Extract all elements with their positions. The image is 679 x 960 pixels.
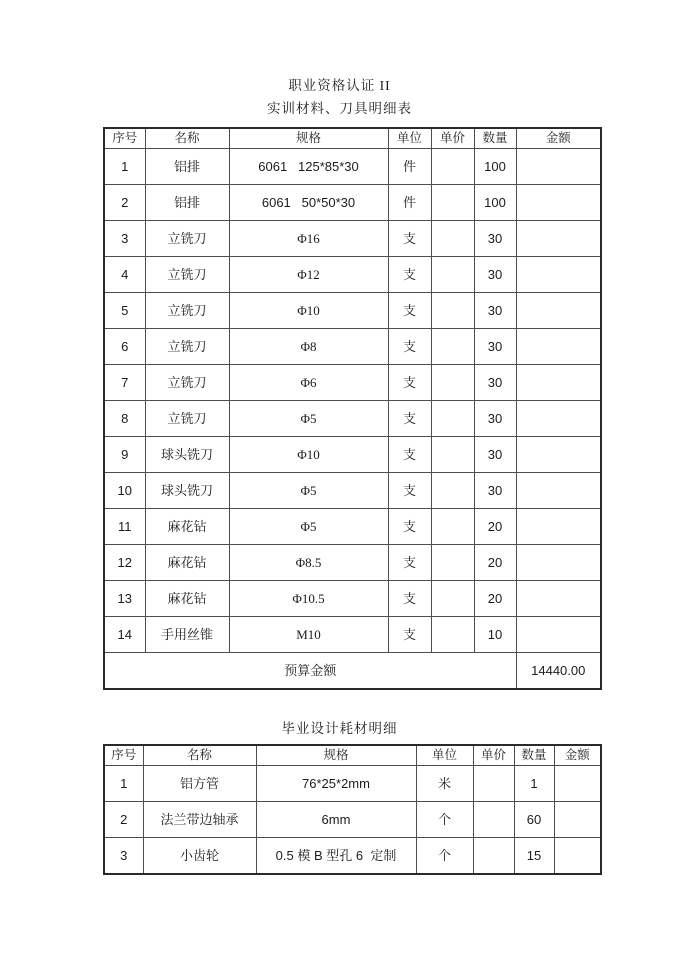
column-header-amount: 金额: [554, 745, 601, 766]
table-row: [104, 329, 601, 365]
cell-unit-price: [431, 149, 474, 185]
cell-spec: Φ10: [229, 293, 388, 329]
cell-serial: 1: [104, 766, 143, 802]
cell-unit-price: [431, 581, 474, 617]
materials-tools-table: [103, 127, 602, 690]
cell-serial: 9: [104, 437, 145, 473]
cell-amount: [516, 293, 601, 329]
cell-quantity: 10: [474, 617, 516, 653]
cell-spec: Φ8: [229, 329, 388, 365]
cell-amount: [516, 473, 601, 509]
cell-unit-price: [431, 257, 474, 293]
cell-amount: [516, 365, 601, 401]
cell-quantity: 15: [514, 838, 554, 875]
table-row: [104, 185, 601, 221]
cell-serial: 8: [104, 401, 145, 437]
table-row: [104, 293, 601, 329]
table-row: [104, 221, 601, 257]
table-row: [104, 545, 601, 581]
cell-quantity: 30: [474, 293, 516, 329]
cell-unit: 件: [388, 149, 431, 185]
cell-name: 铝排: [145, 185, 229, 221]
cell-quantity: 30: [474, 473, 516, 509]
table-header-row: [104, 745, 601, 766]
cell-amount: [516, 149, 601, 185]
cell-spec: Φ12: [229, 257, 388, 293]
cell-unit: 支: [388, 509, 431, 545]
cell-serial: 13: [104, 581, 145, 617]
budget-total-row: [104, 653, 601, 690]
cell-unit-price: [431, 185, 474, 221]
table-row: [104, 581, 601, 617]
cell-amount: [516, 437, 601, 473]
column-header-spec: 规格: [229, 128, 388, 149]
consumables-table-title: 毕业设计耗材明细: [281, 721, 398, 736]
cell-unit: 支: [388, 473, 431, 509]
cell-name: 麻花钻: [145, 581, 229, 617]
cell-unit-price: [431, 329, 474, 365]
table-row: [104, 365, 601, 401]
table-row: [104, 802, 601, 838]
budget-total-amount: 14440.00: [516, 653, 601, 690]
table-header-row: [104, 128, 601, 149]
column-header-name: 名称: [143, 745, 256, 766]
column-header-quantity: 数量: [474, 128, 516, 149]
cell-unit-price: [431, 401, 474, 437]
cell-name: 铝排: [145, 149, 229, 185]
cell-unit-price: [431, 545, 474, 581]
cell-unit-price: [431, 293, 474, 329]
cell-amount: [554, 802, 601, 838]
cell-amount: [516, 257, 601, 293]
column-header-unit: 单位: [416, 745, 473, 766]
document-title-line2: 实训材料、刀具明细表: [267, 101, 412, 116]
cell-unit-price: [473, 838, 514, 875]
cell-quantity: 30: [474, 329, 516, 365]
cell-name: 立铣刀: [145, 257, 229, 293]
cell-quantity: 20: [474, 581, 516, 617]
cell-serial: 3: [104, 838, 143, 875]
cell-name: 立铣刀: [145, 329, 229, 365]
cell-amount: [516, 509, 601, 545]
cell-unit-price: [431, 473, 474, 509]
cell-spec: 6mm: [256, 802, 416, 838]
cell-quantity: 30: [474, 221, 516, 257]
cell-unit: 支: [388, 329, 431, 365]
cell-quantity: 20: [474, 509, 516, 545]
cell-serial: 2: [104, 185, 145, 221]
cell-spec: Φ5: [229, 509, 388, 545]
cell-quantity: 1: [514, 766, 554, 802]
column-header-unit-price: 单价: [473, 745, 514, 766]
cell-spec: Φ5: [229, 473, 388, 509]
cell-quantity: 100: [474, 149, 516, 185]
cell-name: 立铣刀: [145, 293, 229, 329]
cell-unit-price: [473, 802, 514, 838]
column-header-quantity: 数量: [514, 745, 554, 766]
column-header-name: 名称: [145, 128, 229, 149]
cell-quantity: 30: [474, 437, 516, 473]
cell-unit-price: [431, 617, 474, 653]
cell-quantity: 60: [514, 802, 554, 838]
cell-amount: [516, 329, 601, 365]
table-row: [104, 257, 601, 293]
cell-unit: 支: [388, 257, 431, 293]
consumables-table: [103, 744, 602, 875]
cell-serial: 11: [104, 509, 145, 545]
cell-amount: [516, 581, 601, 617]
cell-name: 麻花钻: [145, 545, 229, 581]
document-title-line1: 职业资格认证 II: [288, 78, 391, 93]
cell-serial: 1: [104, 149, 145, 185]
cell-spec: Φ10.5: [229, 581, 388, 617]
table-row: [104, 766, 601, 802]
cell-unit: 支: [388, 617, 431, 653]
cell-unit: 米: [416, 766, 473, 802]
column-header-spec: 规格: [256, 745, 416, 766]
cell-unit: 支: [388, 437, 431, 473]
cell-name: 法兰带边轴承: [143, 802, 256, 838]
cell-spec: Φ6: [229, 365, 388, 401]
cell-name: 球头铣刀: [145, 473, 229, 509]
column-header-unit: 单位: [388, 128, 431, 149]
cell-quantity: 30: [474, 401, 516, 437]
budget-total-label: 预算金额: [104, 653, 516, 690]
cell-spec: M10: [229, 617, 388, 653]
cell-amount: [516, 221, 601, 257]
cell-serial: 14: [104, 617, 145, 653]
table-row: [104, 401, 601, 437]
cell-name: 麻花钻: [145, 509, 229, 545]
cell-spec: 0.5 模 B 型孔 6 定制: [256, 838, 416, 875]
cell-unit: 支: [388, 581, 431, 617]
cell-serial: 12: [104, 545, 145, 581]
cell-amount: [516, 185, 601, 221]
table-row: [104, 617, 601, 653]
column-header-unit-price: 单价: [431, 128, 474, 149]
cell-unit-price: [431, 437, 474, 473]
cell-quantity: 30: [474, 257, 516, 293]
table-row: [104, 509, 601, 545]
cell-unit: 支: [388, 365, 431, 401]
cell-name: 立铣刀: [145, 401, 229, 437]
cell-name: 立铣刀: [145, 365, 229, 401]
column-header-amount: 金额: [516, 128, 601, 149]
cell-name: 球头铣刀: [145, 437, 229, 473]
cell-serial: 2: [104, 802, 143, 838]
cell-spec: Φ5: [229, 401, 388, 437]
table-row: [104, 437, 601, 473]
cell-unit-price: [431, 221, 474, 257]
cell-serial: 3: [104, 221, 145, 257]
cell-unit-price: [431, 509, 474, 545]
cell-spec: 76*25*2mm: [256, 766, 416, 802]
cell-spec: Φ8.5: [229, 545, 388, 581]
cell-quantity: 30: [474, 365, 516, 401]
cell-serial: 5: [104, 293, 145, 329]
cell-unit: 个: [416, 802, 473, 838]
cell-amount: [516, 545, 601, 581]
cell-unit: 件: [388, 185, 431, 221]
cell-unit: 支: [388, 221, 431, 257]
cell-amount: [516, 401, 601, 437]
cell-spec: Φ10: [229, 437, 388, 473]
cell-unit: 支: [388, 293, 431, 329]
column-header-serial: 序号: [104, 128, 145, 149]
cell-name: 手用丝锥: [145, 617, 229, 653]
cell-serial: 4: [104, 257, 145, 293]
cell-amount: [554, 766, 601, 802]
cell-serial: 10: [104, 473, 145, 509]
cell-quantity: 100: [474, 185, 516, 221]
cell-unit: 个: [416, 838, 473, 875]
table-row: [104, 838, 601, 875]
cell-unit: 支: [388, 401, 431, 437]
cell-amount: [516, 617, 601, 653]
table-row: [104, 149, 601, 185]
column-header-serial: 序号: [104, 745, 143, 766]
cell-spec: 6061 125*85*30: [229, 149, 388, 185]
cell-amount: [554, 838, 601, 875]
cell-name: 立铣刀: [145, 221, 229, 257]
cell-quantity: 20: [474, 545, 516, 581]
cell-unit-price: [431, 365, 474, 401]
cell-spec: 6061 50*50*30: [229, 185, 388, 221]
cell-serial: 6: [104, 329, 145, 365]
cell-name: 小齿轮: [143, 838, 256, 875]
cell-serial: 7: [104, 365, 145, 401]
table-row: [104, 473, 601, 509]
cell-unit-price: [473, 766, 514, 802]
cell-spec: Φ16: [229, 221, 388, 257]
cell-unit: 支: [388, 545, 431, 581]
cell-name: 铝方管: [143, 766, 256, 802]
